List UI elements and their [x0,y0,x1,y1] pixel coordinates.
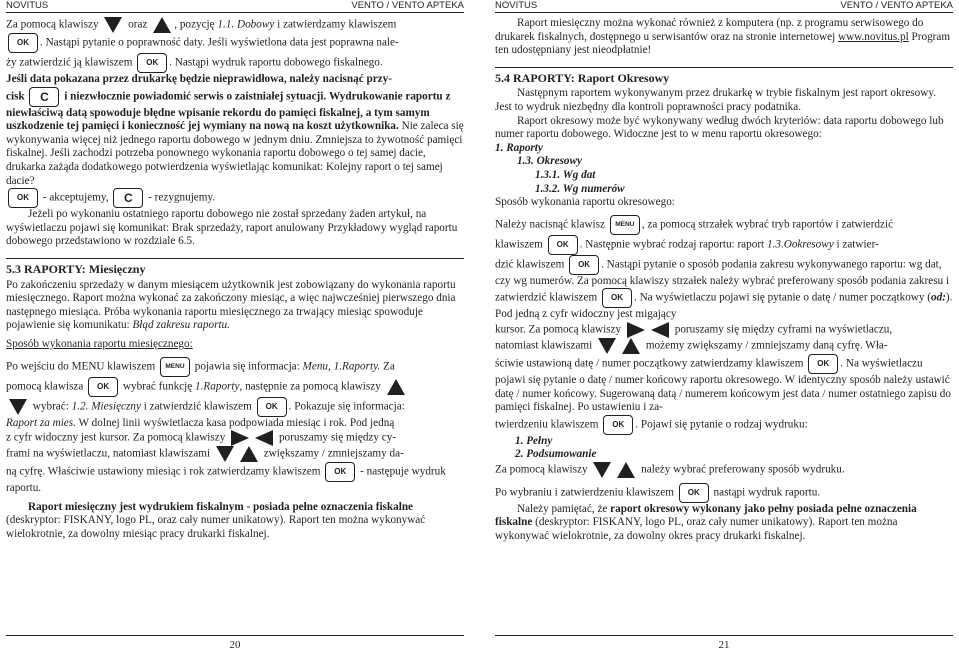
paragraph: Po wybraniu i zatwierdzeniu klawiszem OK nastąpi wydruk raportu. [495,483,953,503]
menu-path: 1. Raporty [495,141,543,154]
header-product: VENTO / VENTO APTEKA [351,0,464,11]
paragraph: Następnym raportem wykonywanym przez drukarkę w trybie fiskalnym jest raport okresowy. Jest to wydruk niezbędny dla kontroli poprawności pracy podatnika. [495,87,936,113]
paragraph: OK . Nastąpi pytanie o poprawność daty. Jeśli wyświetlona data jest poprawna nale- [6,33,464,53]
arrow-up-icon [153,17,171,33]
c-key-icon: C [113,188,143,208]
arrow-down-icon [104,17,122,33]
warning-text: Jeśli data pokazana przez drukarkę będzie nieprawidłowa, należy nacisnąć przy- [6,73,392,85]
paragraph: ściwie ustawioną datę / numer początkowy zatwierdzamy klawiszem OK . Na wyświetlaczu pojawi się pytanie o datę / numer końcowy raportu okresowego. W identyczny sposób należy ustawić datę / numer końcowy. Sugerowaną datą / numerem końcowym jest data / numer ostatniego zapisu do pamięci fiskalnej. Po ustawieniu i za- [495,354,953,415]
paragraph: Sposób wykonania raportu miesięcznego: [6,337,193,350]
left-page [0,0,470,657]
ok-key-icon: OK [679,483,709,503]
arrow-up-icon [617,462,635,478]
arrow-down-icon [598,338,616,354]
arrow-left-icon [651,322,669,338]
website-link[interactable]: www.novitus.pl [837,30,909,43]
paragraph: kursor. Za pomocą klawiszy poruszamy się między cyframi na wyświetlaczu, [495,322,953,338]
paragraph: natomiast klawiszami możemy zwiększamy / zmniejszamy daną cyfrę. Wła- [495,338,953,354]
right-page-body [495,17,953,544]
ok-key-icon: OK [325,462,355,482]
paragraph: z cyfr widoczny jest kursor. Za pomocą klawiszy poruszamy się między cy- [6,430,464,446]
paragraph: Należy pamiętać, że raport okresowy wykonany jako pełny posiada pełne oznaczenia fiskalne (deskryptor: FISKANY, logo PL, oraz cały numer unikatowy). Raport ten można wykonywać wielokrotnie, za dowolny okres pracy drukarki fiskalnej. [495,502,917,543]
arrow-up-icon [387,379,405,395]
page-number: 20 [6,635,464,651]
paragraph: ży zatwierdzić ją klawiszem OK . Nastąpi wydruk raportu dobowego fiskalnego. [6,53,464,73]
ok-key-icon: OK [603,415,633,435]
paragraph: Za pomocą klawiszy należy wybrać preferowany sposób wydruku. [495,462,953,478]
paragraph: Za pomocą klawiszy oraz , pozycję 1.1. Dobowy i zatwierdzamy klawiszem [6,17,464,33]
page-header [495,0,953,13]
arrow-down-icon [216,446,234,462]
menu-path: 1.3.1. Wg dat [535,168,596,181]
ok-key-icon: OK [8,188,38,208]
section-heading: 5.3 RAPORTY: Miesięczny [6,258,464,279]
paragraph: ną cyfrę. Właściwie ustawiony miesiąc i rok zatwierdzamy klawiszem OK - następuje wydruk raportu. [6,462,464,496]
paragraph: OK - akceptujemy, C - rezygnujemy. [6,188,464,208]
ok-key-icon: OK [8,33,38,53]
right-page [489,0,959,657]
arrow-right-icon [627,322,645,338]
page-number: 21 [495,635,953,651]
header-brand: NOVITUS [495,0,538,11]
ok-key-icon: OK [88,377,118,397]
ok-key-icon: OK [808,354,838,374]
arrow-up-icon [622,338,640,354]
option-item: 2. Podsumowanie [515,448,597,461]
c-key-icon: C [29,87,59,107]
ok-key-icon: OK [257,397,287,417]
paragraph: dzić klawiszem OK . Nastąpi pytanie o sposób podania zakresu wykonywanego raportu: wg dat, czy wg numerów. Za pomocą klawiszy strzałek należy wybrać preferowany sposób podania zakresu i zatwierdzić klawiszem OK . Na wyświetlaczu pojawi się pytanie o datę / numer początkowy (od:). Pod jedną z cyfr widoczny jest migający [495,255,953,322]
header-brand: NOVITUS [6,0,49,11]
paragraph: Raport miesięczny można wykonać również z komputera (np. z programu serwisowego do drukarek fiskalnych, dostępnego u serwisantów oraz na stronie internetowej www.novitus.pl Program ten udostępniany jest nieodpłatnie! [495,17,951,57]
paragraph: Raport za mies. W dolnej linii wyświetlacza kasa podpowiada miesiąc i rok. Pod jedną [6,416,395,429]
arrow-right-icon [231,430,249,446]
paragraph: klawiszem OK . Następnie wybrać rodzaj raportu: raport 1.3.Ookresowy i zatwier- [495,235,953,255]
arrow-up-icon [240,446,258,462]
menu-key-icon: MENU [160,357,190,377]
paragraph: Po wejściu do MENU klawiszem MENU pojawia się informacja: Menu, 1.Raporty. Za [6,357,464,377]
arrow-down-icon [593,462,611,478]
ok-key-icon: OK [548,235,578,255]
paragraph: twierdzeniu klawiszem OK . Pojawi się pytanie o rodzaj wydruku: [495,415,953,435]
option-item: 1. Pełny [515,434,553,447]
paragraph: wybrać: 1.2. Miesięczny i zatwierdzić klawiszem OK . Pokazuje się informacja: [6,397,464,417]
paragraph: Po zakończeniu sprzedaży w danym miesiącem użytkownik jest zobowiązany do wykonania raportu miesięcznego. Raport można wykonać za zakończony miesiąc, a więc najwcześniej pierwszego dnia następnego miesiąca. Próba wykonania raportu miesięcznego za trwający miesiąc spowoduje pojawienie się komunikatu: Błąd zakresu raportu. [6,278,456,332]
ok-key-icon: OK [137,53,167,73]
paragraph: frami na wyświetlaczu, natomiast klawiszami zwiększamy / zmniejszamy da- [6,446,464,462]
paragraph: Jeżeli po wykonaniu ostatniego raportu dobowego nie został sprzedany żaden artykuł, na wyświetlaczu pojawi się komunikat: Brak sprzedaży, raport anulowany Przykładowy wygląd raportu dobowego przedstawiono w rozdziale 6.5. [6,208,458,248]
menu-key-icon: MENU [610,215,640,235]
menu-path: 1.3.2. Wg numerów [535,182,625,195]
ok-key-icon: OK [602,288,632,308]
arrow-down-icon [9,399,27,415]
paragraph: Sposób wykonania raportu okresowego: [495,196,675,209]
paragraph: Należy nacisnąć klawisz MENU , za pomocą strzałek wybrać tryb raportów i zatwierdzić [495,215,953,235]
paragraph: Raport okresowy może być wykonywany według dwóch kryteriów: data raportu dobowego lub numer raportu dobowego. Widoczne jest to w menu raportu okresowego: [495,114,944,141]
ok-key-icon: OK [569,255,599,275]
paragraph: Raport miesięczny jest wydrukiem fiskalnym - posiada pełne oznaczenia fiskalne (deskryptor: FISKANY, logo PL, oraz cały numer unikatowy). Raport ten można wykonywać wielokrotnie, za dowolny miesiąc pracy drukarki fiskalnej. [6,500,426,540]
arrow-left-icon [255,430,273,446]
header-product: VENTO / VENTO APTEKA [840,0,953,11]
section-heading: 5.4 RAPORTY: Raport Okresowy [495,67,953,88]
page-header [6,0,464,13]
warning-paragraph: cisk C i niezwłocznie powiadomić serwis o zaistniałej sytuacji. Wydrukowanie raportu z niewłaściwą datą spowoduje błędne wpisanie rekordu do pamięci fiskalnej, a tym samym uszkodzenie tej pamięci i konieczność jej wymiany na nową na koszt użytkownika. Nie zaleca się wykonywania więcej niż jednego raportu dobowego w jednym dniu. Zmniejsza to żywotność pamięci fiskalnej. Jeśli zachodzi potrzeba ponownego wykonania raportu dobowego o tej samej dacie, drukarka zażąda dodatkowego potwierdzenia wyświetlając komunikat: Kolejny raport o tej samej dacie? [6,87,464,189]
menu-path: 1.3. Okresowy [517,155,582,168]
left-page-body [6,17,464,541]
paragraph: pomocą klawisza OK wybrać funkcję 1.Raporty, następnie za pomocą klawiszy [6,377,464,397]
